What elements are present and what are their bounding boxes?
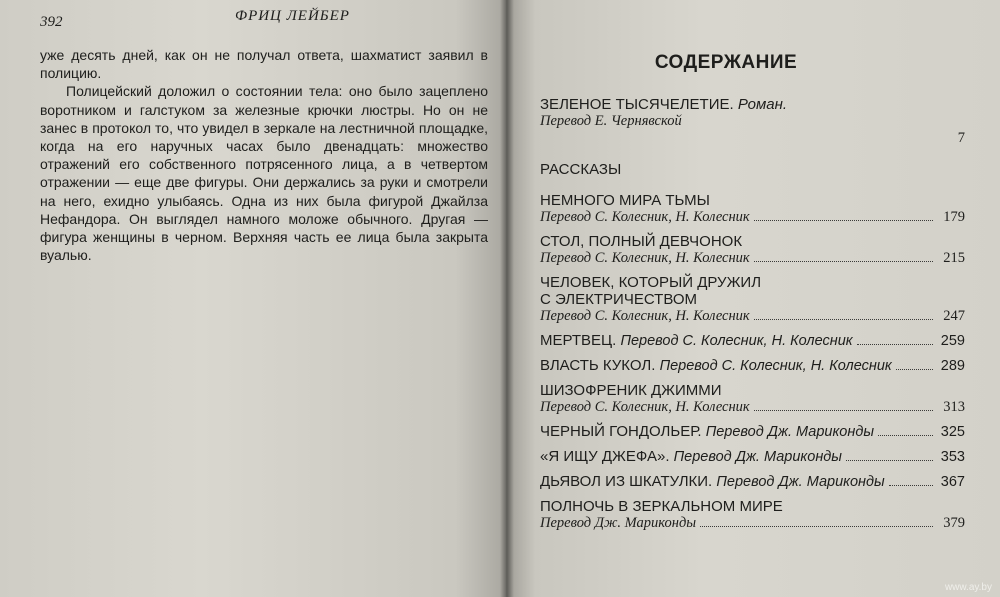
leader-dots bbox=[754, 261, 933, 262]
toc-entry-line bbox=[540, 399, 965, 416]
toc-entry bbox=[540, 423, 965, 441]
toc-entry bbox=[540, 498, 965, 532]
toc-entry-title bbox=[540, 96, 965, 113]
toc-entry-line bbox=[540, 515, 965, 532]
toc-entry-title: НЕМНОГО МИРА ТЬМЫ bbox=[540, 192, 710, 209]
toc-entry-title: ЧЕРНЫЙ ГОНДОЛЬЕР. bbox=[540, 423, 702, 440]
running-head-author: ФРИЦ ЛЕЙБЕР bbox=[235, 8, 350, 24]
toc-entry-title-text: ЗЕЛЕНОЕ ТЫСЯЧЕЛЕТИЕ. bbox=[540, 96, 734, 113]
toc-entry-line bbox=[540, 448, 965, 466]
book-gutter bbox=[500, 0, 514, 597]
table-of-contents bbox=[540, 96, 965, 539]
toc-entry bbox=[540, 382, 965, 416]
paragraph: Полицейский доложил о состоянии тела: оно было зацеплено воротником и галстуком за железные крючки люстры. Но он не занес в протокол то, что увидел в зеркале на лестничной площадке, когда на его наручных часах было двенадцать: множество отражений его собственного потрясенного лица, а в четвертом отражении — еще две фигуры. Они держались за руки и смотрели на него, ехидно улыбаясь. Одна из них была фигурой Джайлза Нефандора. Он выглядел намного моложе обычного. Другая — фигура женщины в черном. Верхняя часть ее лица была закрыта вуалью. bbox=[40, 83, 488, 264]
body-text bbox=[40, 46, 488, 264]
toc-entry-credit: Перевод С. Колесник, Н. Колесник bbox=[540, 399, 750, 415]
toc-entry-title: ВЛАСТЬ КУКОЛ. bbox=[540, 357, 656, 374]
leader-dots bbox=[889, 485, 933, 486]
toc-entry-page: 367 bbox=[940, 474, 965, 490]
running-head bbox=[40, 8, 490, 32]
toc-entry-credit: Перевод С. Колесник, Н. Колесник bbox=[540, 209, 750, 225]
toc-entry-credit: Перевод С. Колесник, Н. Колесник bbox=[659, 358, 892, 374]
section-label: РАССКАЗЫ bbox=[540, 161, 622, 178]
toc-entry-novel bbox=[540, 96, 965, 147]
toc-entry-line bbox=[540, 209, 965, 226]
leader-dots bbox=[754, 319, 933, 320]
toc-entry-page: 313 bbox=[943, 399, 965, 415]
toc-entry-title: ШИЗОФРЕНИК ДЖИММИ bbox=[540, 382, 722, 399]
toc-entry-title: СТОЛ, ПОЛНЫЙ ДЕВЧОНОК bbox=[540, 233, 743, 250]
toc-entry-page: 353 bbox=[940, 449, 965, 465]
toc-entry-line bbox=[540, 332, 965, 350]
toc-entry-page: 379 bbox=[943, 515, 965, 531]
toc-entry-credit: Перевод С. Колесник, Н. Колесник bbox=[540, 250, 750, 266]
toc-entry-credit: Перевод С. Колесник, Н. Колесник bbox=[540, 308, 750, 324]
toc-entry-title: «Я ИЩУ ДЖЕФА». bbox=[540, 448, 670, 465]
paragraph: уже десять дней, как он не получал ответа, шахматист заявил в полицию. bbox=[40, 47, 488, 82]
toc-entry-title: ПОЛНОЧЬ В ЗЕРКАЛЬНОМ МИРЕ bbox=[540, 498, 783, 515]
toc-entry-line bbox=[540, 250, 965, 267]
toc-entry bbox=[540, 473, 965, 491]
toc-entry bbox=[540, 332, 965, 350]
toc-entry-page: 289 bbox=[940, 358, 965, 374]
toc-entry-page: 325 bbox=[940, 424, 965, 440]
leader-dots bbox=[846, 460, 933, 461]
toc-entry bbox=[540, 233, 965, 267]
leader-dots bbox=[857, 344, 933, 345]
toc-entry-page: 247 bbox=[943, 308, 965, 324]
toc-entry-page: 259 bbox=[940, 333, 965, 349]
leader-dots bbox=[878, 435, 933, 436]
page-number: 392 bbox=[40, 14, 63, 30]
toc-entry-credit: Перевод Дж. Мариконды bbox=[716, 474, 885, 490]
toc-entry bbox=[540, 274, 965, 325]
toc-entry-genre: Роман. bbox=[737, 96, 788, 113]
toc-entry bbox=[540, 192, 965, 226]
toc-entry-line bbox=[540, 423, 965, 441]
leader-dots bbox=[700, 526, 933, 527]
watermark: www.ay.by bbox=[944, 582, 992, 593]
toc-entry-title: ЧЕЛОВЕК, КОТОРЫЙ ДРУЖИЛ bbox=[540, 274, 762, 291]
toc-entry-title-line2: С ЭЛЕКТРИЧЕСТВОМ bbox=[540, 291, 697, 308]
toc-entry-credit: Перевод Дж. Мариконды bbox=[673, 449, 842, 465]
toc-entry-line bbox=[540, 357, 965, 375]
contents-heading: СОДЕРЖАНИЕ bbox=[654, 52, 798, 73]
toc-entry-credit: Перевод Дж. Мариконды bbox=[705, 424, 875, 440]
leader-dots bbox=[754, 410, 933, 411]
toc-entry-page: 215 bbox=[943, 250, 965, 266]
toc-entry bbox=[540, 357, 965, 375]
toc-entry-title: ДЬЯВОЛ ИЗ ШКАТУЛКИ. bbox=[540, 473, 713, 490]
toc-entry bbox=[540, 448, 965, 466]
toc-entry-title: МЕРТВЕЦ. bbox=[540, 332, 617, 349]
toc-entry-page: 179 bbox=[943, 209, 965, 225]
leader-dots bbox=[754, 220, 933, 221]
toc-entry-line bbox=[540, 473, 965, 491]
toc-entry-credit: Перевод Е. Чернявской bbox=[540, 113, 682, 129]
toc-entry-page-line bbox=[540, 130, 965, 147]
leader-dots bbox=[896, 369, 933, 370]
toc-entry-line bbox=[540, 308, 965, 325]
toc-entry-credit: Перевод С. Колесник, Н. Колесник bbox=[620, 333, 853, 349]
toc-entry-credit: Перевод Дж. Мариконды bbox=[540, 515, 697, 531]
toc-entry-page: 7 bbox=[957, 130, 965, 146]
